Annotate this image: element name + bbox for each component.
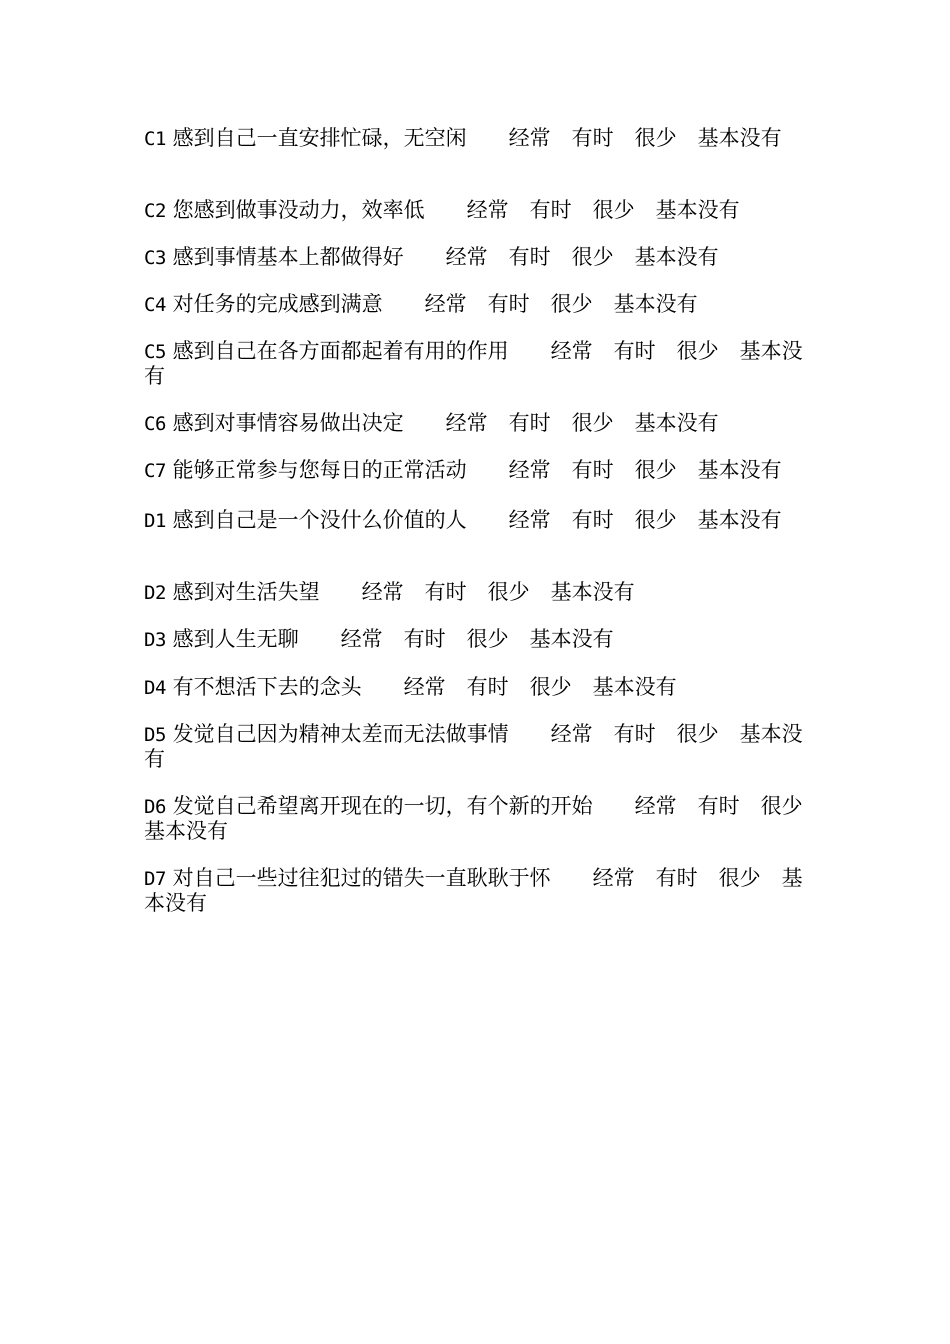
question-options: 经常 有时 很少 基本没有 (424, 292, 698, 316)
question-text: 能够正常参与您每日的正常活动 (172, 458, 467, 482)
question-c3 (144, 245, 806, 270)
question-d2 (144, 580, 806, 605)
question-id: C2 (144, 200, 166, 222)
question-options: 经常 有时 很少 基本没有 (144, 722, 803, 771)
question-text: 感到自己一直安排忙碌，无空闲 (172, 126, 467, 150)
question-id: D2 (144, 582, 166, 604)
question-options: 经常 有时 很少 基本没有 (508, 126, 782, 150)
question-text: 对任务的完成感到满意 (172, 292, 383, 316)
question-options: 经常 有时 很少 基本没有 (144, 794, 824, 843)
question-d5 (144, 722, 806, 771)
question-d7 (144, 866, 806, 915)
question-id: D3 (144, 629, 166, 651)
question-d1 (144, 508, 806, 533)
question-options: 经常 有时 很少 基本没有 (466, 198, 740, 222)
question-id: C6 (144, 413, 166, 435)
question-c5 (144, 339, 806, 388)
question-c2 (144, 198, 806, 223)
question-options: 经常 有时 很少 基本没有 (508, 508, 782, 532)
question-options: 经常 有时 很少 基本没有 (508, 458, 782, 482)
question-c4 (144, 292, 806, 317)
question-text: 发觉自己希望离开现在的一切，有个新的开始 (172, 794, 593, 818)
question-options: 经常 有时 很少 基本没有 (403, 675, 677, 699)
question-text: 感到人生无聊 (172, 627, 299, 651)
question-options: 经常 有时 很少 基本没有 (445, 411, 719, 435)
question-c7 (144, 458, 806, 483)
question-text: 发觉自己因为精神太差而无法做事情 (172, 722, 509, 746)
question-d4 (144, 675, 806, 700)
question-d6 (144, 794, 824, 843)
question-text: 感到对生活失望 (172, 580, 320, 604)
question-options: 经常 有时 很少 基本没有 (361, 580, 635, 604)
question-text: 感到对事情容易做出决定 (172, 411, 404, 435)
question-options: 经常 有时 很少 基本没有 (445, 245, 719, 269)
question-options: 经常 有时 很少 基本没有 (340, 627, 614, 651)
question-id: C7 (144, 460, 166, 482)
question-id: C1 (144, 128, 166, 150)
question-id: D1 (144, 510, 166, 532)
question-c6 (144, 411, 806, 436)
question-id: D6 (144, 796, 166, 818)
question-id: D4 (144, 677, 166, 699)
question-options: 经常 有时 很少 基本没有 (144, 339, 803, 388)
question-id: D7 (144, 868, 166, 890)
question-text: 感到自己在各方面都起着有用的作用 (172, 339, 509, 363)
question-c1 (144, 126, 806, 151)
question-options: 经常 有时 很少 基本没有 (144, 866, 803, 915)
question-text: 感到事情基本上都做得好 (172, 245, 404, 269)
question-text: 您感到做事没动力，效率低 (172, 198, 425, 222)
question-d3 (144, 627, 806, 652)
question-text: 对自己一些过往犯过的错失一直耿耿于怀 (172, 866, 551, 890)
question-id: C5 (144, 341, 166, 363)
question-text: 有不想活下去的念头 (172, 675, 362, 699)
question-id: C4 (144, 294, 166, 316)
question-text: 感到自己是一个没什么价值的人 (172, 508, 467, 532)
question-id: D5 (144, 724, 166, 746)
question-id: C3 (144, 247, 166, 269)
